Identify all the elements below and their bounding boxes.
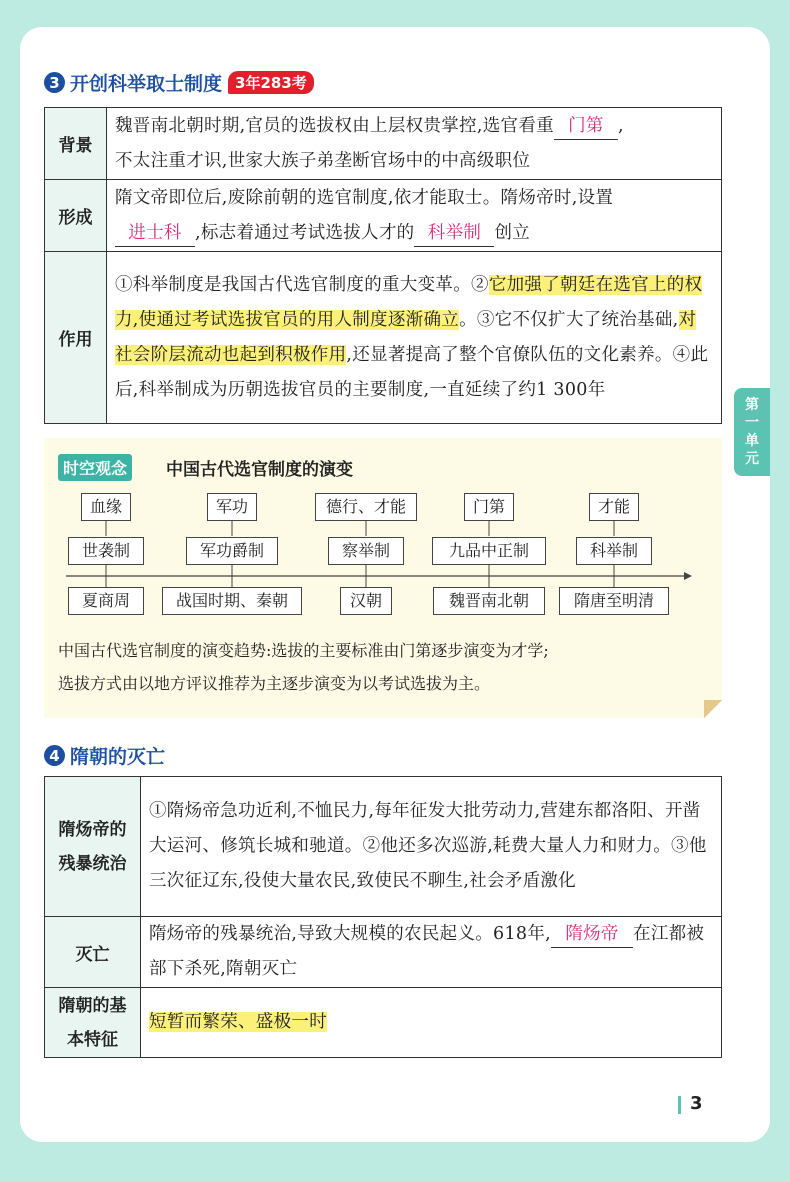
row-text: 隋文帝即位后,废除前朝的选官制度,依才能取士。隋炀帝时,设置 进士科 ,标志着通过考试选拔人才的 科举制 创立 <box>107 180 722 252</box>
table-row <box>45 252 722 424</box>
trend-note: 中国古代选官制度的演变趋势:选拔的主要标准由门第逐步演变为才学; 选拔方式由以地方评议推荐为主逐步演变为以考试选拔为主。 <box>58 641 549 693</box>
row-text: ①科举制度是我国古代选官制度的重大变革。②它加强了朝廷在选官上的权力,使通过考试选拔官员的用人制度逐渐确立。③它不仅扩大了统治基础,对社会阶层流动也起到积极作用,还显著提高了整个官僚队伍的文化素养。④此后,科举制成为历朝选拔官员的主要制度,一直延续了约1 300年 <box>107 252 722 424</box>
era-box: 夏商周 <box>68 587 144 615</box>
sui-fall-table <box>44 776 722 1058</box>
section-title: 开创科举取士制度 <box>70 73 223 95</box>
row-text: ①隋炀帝急功近利,不恤民力,每年征发大批劳动力,营建东都洛阳、开凿大运河、修筑长城和驰道。②他还多次巡游,耗费大量人力和财力。③他三次征辽东,役使大量农民,致使民不聊生,社会矛盾激化 <box>141 777 722 917</box>
row-label: 灭亡 <box>45 917 141 988</box>
page-number: 3 <box>690 1093 703 1114</box>
table-row <box>45 180 722 252</box>
system-box: 军功爵制 <box>186 537 278 565</box>
system-box: 九品中正制 <box>432 537 546 565</box>
row-label: 隋炀帝的残暴统治 <box>45 777 141 917</box>
panel-tag: 时空观念 <box>58 454 132 481</box>
era-box: 隋唐至明清 <box>559 587 669 615</box>
highlight: 对社会阶层流动也起到积极作用 <box>115 309 697 365</box>
era-box: 汉朝 <box>340 587 392 615</box>
row-label: 形成 <box>45 180 107 252</box>
criteria-box: 门第 <box>464 493 514 521</box>
table-row <box>45 777 722 917</box>
era-box: 战国时期、秦朝 <box>162 587 302 615</box>
page-number-bar <box>678 1096 681 1114</box>
section-number: 3 <box>44 72 65 93</box>
criteria-box: 军功 <box>207 493 257 521</box>
exam-badge: 3年283考 <box>228 71 314 94</box>
answer-blank: 隋炀帝 <box>551 921 633 948</box>
concept-panel <box>44 438 722 718</box>
row-text: 隋炀帝的残暴统治,导致大规模的农民起义。618年, 隋炀帝 在江都被部下杀死,隋朝灭亡 <box>141 917 722 988</box>
row-label: 作用 <box>45 252 107 424</box>
row-text <box>141 988 722 1058</box>
row-label: 隋朝的基本特征 <box>45 988 141 1058</box>
section-number: 4 <box>44 745 65 766</box>
answer-blank: 进士科 <box>115 220 195 247</box>
page-fold-shadow <box>704 700 722 718</box>
answer-blank: 科举制 <box>414 220 494 247</box>
system-box: 科举制 <box>576 537 652 565</box>
highlight: 它加强了朝廷在选官上的权力,使通过考试选拔官员的用人制度逐渐确立 <box>115 274 703 330</box>
criteria-box: 才能 <box>589 493 639 521</box>
criteria-box: 血缘 <box>81 493 131 521</box>
highlight: 短暂而繁荣、盛极一时 <box>149 1012 327 1032</box>
section-4-heading <box>44 742 165 769</box>
system-box: 察举制 <box>328 537 404 565</box>
table-row <box>45 988 722 1058</box>
era-box: 魏晋南北朝 <box>433 587 545 615</box>
table-row <box>45 917 722 988</box>
unit-tab[interactable]: 第 一 单 元 <box>734 388 770 476</box>
table-row <box>45 108 722 180</box>
row-label: 背景 <box>45 108 107 180</box>
answer-blank: 门第 <box>554 113 618 140</box>
panel-title: 中国古代选官制度的演变 <box>166 460 353 480</box>
system-box: 世袭制 <box>68 537 144 565</box>
row-text: 魏晋南北朝时期,官员的选拔权由上层权贵掌控,选官看重 门第 , 不太注重才识,世家大族子弟垄断官场中的中高级职位 <box>107 108 722 180</box>
criteria-box: 德行、才能 <box>315 493 417 521</box>
section-title: 隋朝的灭亡 <box>70 746 166 768</box>
section-3-heading <box>44 69 314 96</box>
keju-table <box>44 107 722 424</box>
